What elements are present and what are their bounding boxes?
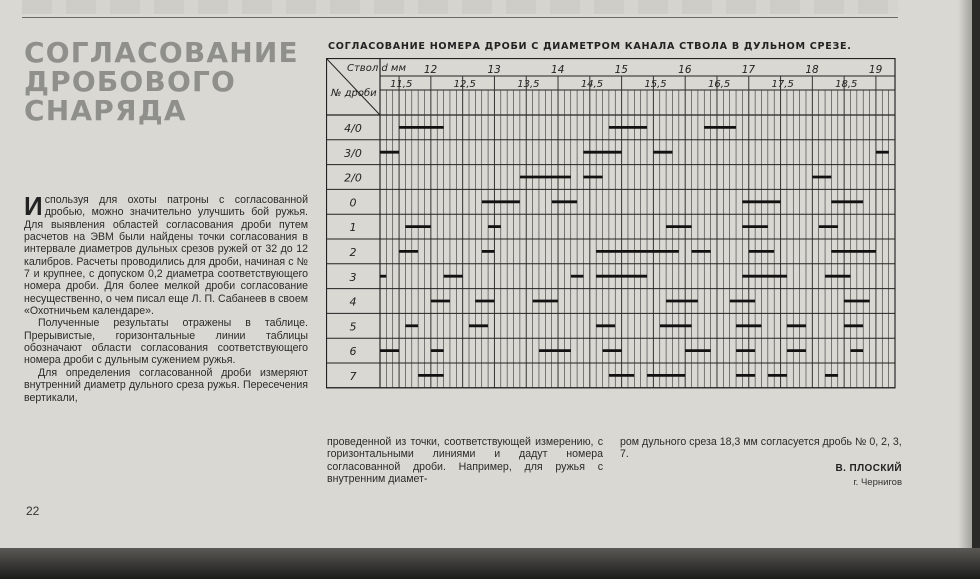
row-label: 4 bbox=[349, 295, 357, 309]
major-tick-label: 15 bbox=[614, 64, 628, 76]
title-line: СНАРЯДА bbox=[24, 94, 187, 127]
major-tick-label: 13 bbox=[487, 64, 501, 76]
major-tick-label: 18 bbox=[805, 64, 819, 76]
row-label: 2 bbox=[349, 246, 357, 259]
row-labels bbox=[344, 122, 362, 383]
minor-tick-label: 18,5 bbox=[835, 79, 858, 90]
chart-title: СОГЛАСОВАНИЕ НОМЕРА ДРОБИ С ДИАМЕТРОМ КАНАЛА СТВОЛА В ДУЛЬНОМ СРЕЗЕ. bbox=[328, 41, 852, 52]
header-rule bbox=[22, 17, 898, 18]
row-label: 3/0 bbox=[344, 146, 362, 160]
major-tick-label: 19 bbox=[868, 64, 883, 76]
minor-tick-label: 11,5 bbox=[390, 79, 413, 90]
major-tick-label: 17 bbox=[741, 64, 756, 76]
drop-cap: И bbox=[24, 191, 43, 221]
header-bottom-label: № дроби bbox=[331, 88, 377, 99]
row-label: 1 bbox=[349, 221, 357, 235]
header-top-label: Ствол d мм bbox=[347, 63, 407, 74]
major-tick-label: 12 bbox=[423, 64, 438, 76]
article-column-2 bbox=[327, 436, 603, 485]
minor-tick-label: 13,5 bbox=[517, 79, 540, 90]
paragraph-method: Для определения согласованной дроби измеряют внутренний диаметр дульного среза ружья. Пересечения вертикали, bbox=[24, 366, 308, 404]
previous-article-edge bbox=[22, 0, 898, 14]
title-line: СОГЛАСОВАНИЕ bbox=[24, 36, 299, 69]
page-number: 22 bbox=[26, 504, 40, 518]
axis-ticks bbox=[390, 64, 883, 90]
minor-tick-label: 14,5 bbox=[580, 79, 604, 90]
minor-tick-label: 12,5 bbox=[453, 79, 476, 90]
paragraph-text: ром дульного среза 18,3 мм согласуется дробь № 0, 2, 3, 7. bbox=[620, 436, 902, 461]
author-city: г. Чернигов bbox=[853, 477, 902, 488]
row-label: 6 bbox=[349, 345, 357, 359]
row-label: 0 bbox=[349, 196, 357, 210]
author-name: В. ПЛОСКИЙ bbox=[835, 463, 902, 474]
paragraph-text: проведенной из точки, соответствующей измерению, с горизонтальными линиями и дадут номера согласованной дроби. Например, для ружья с внутренним диамет- bbox=[327, 436, 603, 486]
scan-bottom-edge bbox=[0, 548, 980, 579]
major-tick-label: 14 bbox=[551, 64, 565, 76]
paragraph-results: Полученные результаты отражены в таблице. Прерывистые, горизонтальные линии таблицы обозначают области согласования соответствующего номера дроби с дульным сужением ружья. bbox=[24, 317, 308, 367]
row-label: 2/0 bbox=[344, 171, 362, 185]
shot-matching-chart bbox=[326, 58, 896, 430]
minor-tick-label: 15,5 bbox=[644, 79, 667, 90]
article-column-1 bbox=[24, 191, 308, 404]
chart-grid bbox=[326, 58, 895, 388]
row-label: 3 bbox=[349, 270, 357, 284]
row-label: 7 bbox=[349, 370, 357, 383]
article-column-3 bbox=[620, 436, 902, 461]
row-label: 5 bbox=[349, 320, 357, 334]
paragraph-text: спользуя для охоты патроны с согласованной дробью, можно значительно улучшить бой ружья. Для выявления областей согласования дроби путем расчетов на ЭВМ были найдены точки согласования в интервале диаметров дульных срезов ружей от 32 до 12 калибров. Расчеты проводились для дроби, начиная с № 7 и крупнее, с допуском 0,2 диаметра соответствующего номера дроби. Для более мелкой дроби согласование несущественно, о чем писал еще Л. П. Сабанеев в своем «Охотничьем календаре». bbox=[24, 194, 308, 318]
major-tick-label: 16 bbox=[678, 64, 692, 76]
title-line: ДРОБОВОГО bbox=[24, 65, 236, 98]
minor-tick-label: 17,5 bbox=[771, 79, 794, 90]
minor-tick-label: 16,5 bbox=[707, 79, 731, 90]
article-title bbox=[24, 38, 309, 125]
paragraph-intro bbox=[24, 191, 308, 318]
row-label: 4/0 bbox=[344, 122, 362, 135]
